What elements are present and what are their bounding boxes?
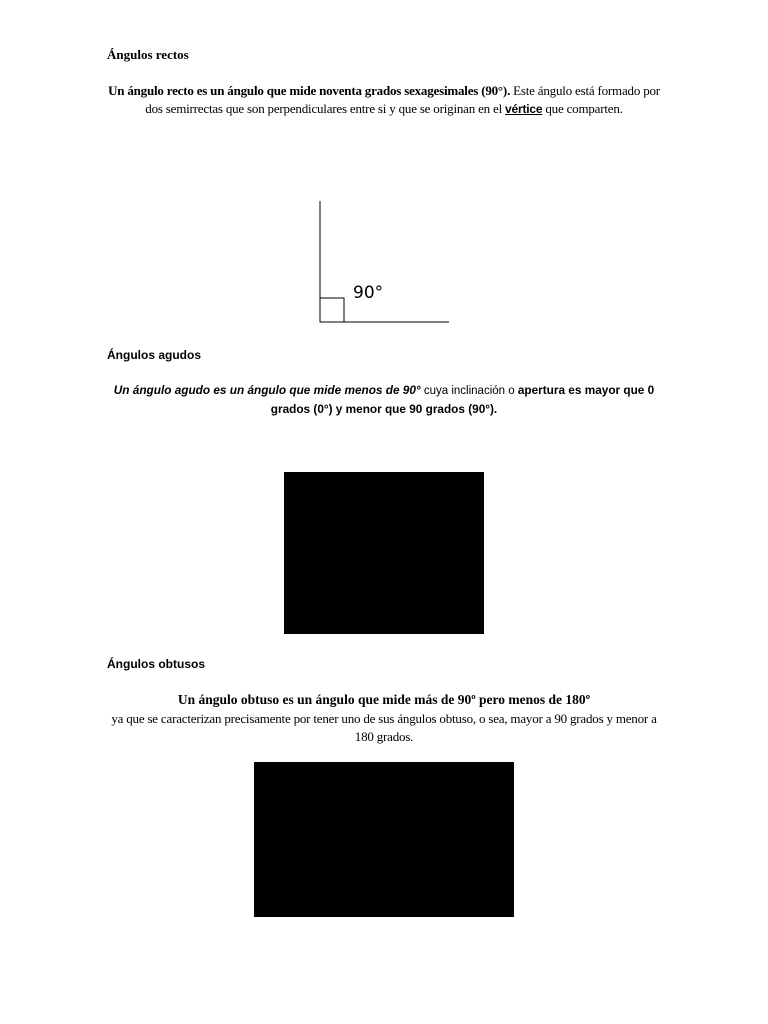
- angle-label: 90°: [353, 283, 384, 303]
- acute-angle-connector: cuya inclinación o: [420, 385, 518, 397]
- obtuse-angle-image: [254, 762, 514, 917]
- obtuse-angle-description: ya que se caracterizan precisamente por tener uno de sus ángulos obtuso, o sea, mayor a 90 grados y menor a 180 grados.: [111, 711, 657, 744]
- right-angle-definition-dot: .: [507, 83, 511, 98]
- right-angle-marker: [320, 298, 344, 322]
- heading-obtuse-angles: Ángulos obtusos: [107, 657, 205, 671]
- right-angle-diagram: [300, 195, 460, 330]
- right-angle-description-end: que comparten.: [542, 101, 623, 116]
- obtuse-angle-definition: Un ángulo obtuso es un ángulo que mide más de 90º pero menos de 180º: [177, 692, 591, 707]
- paragraph-right-angles: [107, 82, 661, 118]
- heading-right-angles: Ángulos rectos: [107, 47, 189, 62]
- right-angle-figure: [300, 195, 460, 330]
- vertex-link[interactable]: vértice: [505, 102, 543, 116]
- heading-acute-angles: Ángulos agudos: [107, 348, 201, 362]
- acute-angle-range: apertura es mayor que 0 grados (0°) y menor que 90 grados (90°).: [270, 383, 655, 416]
- paragraph-acute-angles: [107, 381, 661, 418]
- acute-angle-definition: Un ángulo agudo es un ángulo que mide menos de 90°: [113, 383, 421, 397]
- acute-angle-image: [284, 472, 484, 634]
- right-angle-definition: Un ángulo recto es un ángulo que mide noventa grados sexagesimales (90°): [108, 83, 508, 98]
- right-angle-description: Este ángulo está formado por dos semirrectas que son perpendiculares entre si y que se originan en el: [145, 83, 660, 116]
